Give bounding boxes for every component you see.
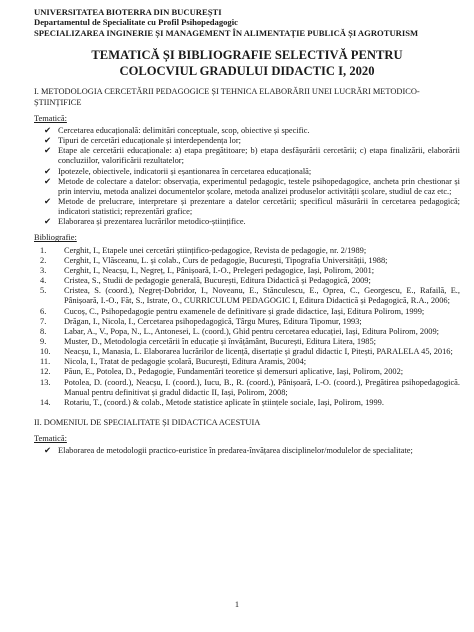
bibliography-entry-text: Nicola, I., Tratat de pedagogie școlară, București, Editura Aramis, 2004; — [64, 357, 307, 367]
bibliography-entry — [40, 337, 460, 347]
section-1-tematica-label: Tematică: — [34, 113, 67, 123]
checkmark-bullet-icon: ✔ — [44, 166, 52, 176]
tematica-item-text: Cercetarea educațională: delimitări conceptuale, scop, obiective și specific. — [58, 125, 310, 135]
bibliography-entry-number: 5. — [40, 286, 47, 296]
tematica-item-text: Metode de prelucrare, interpretare și prezentare a datelor cercetării; specificul măsurării în cercetarea pedagogică; indicatori statistici; reprezentări grafice; — [58, 196, 460, 217]
bibliography-entry-text: Neacșu, I., Manasia, L. Elaborarea lucrărilor de licență, disertație și gradul didactic I, Pitești, PARALELA 45, 2016; — [64, 347, 453, 357]
bibliography-entry-number: 6. — [40, 306, 47, 316]
bibliography-entry — [40, 398, 460, 408]
bibliography-entry-number: 10. — [40, 347, 51, 357]
section-2-tematica-list — [34, 446, 460, 456]
bibliography-entry-text: Cerghit, I., Vlăsceanu, L. și colab., Curs de pedagogie, București, Tipografia Universității, 1988; — [64, 255, 388, 265]
bibliography-entry — [40, 327, 460, 337]
bibliography-entry-number: 1. — [40, 245, 47, 255]
bibliography-entry-number: 2. — [40, 255, 47, 265]
bibliography-entry-number: 13. — [40, 377, 51, 387]
tematica-item — [44, 177, 460, 197]
section-2-tematica-label: Tematică: — [34, 434, 67, 444]
bibliography-entry — [40, 357, 460, 367]
tematica-item-text: Metode de colectare a datelor: observația, experimentul pedagogic, testele psihopedagogice, ancheta prin chestionar și prin interviu, metoda analizei documentelor școlare, metoda analizei produselor activității școlare, studiul de caz etc.; — [58, 176, 460, 196]
bibliography-entry-number: 8. — [40, 326, 47, 336]
bibliography-entry — [40, 347, 460, 357]
section-1-bibliografie-label: Bibliografie: — [34, 233, 77, 243]
tematica-item-text: Etape ale cercetării educaționale: a) etapa pregătitoare; b) etapa desfășurării cercetării; c) etapa finalizării, elaborării concluziilor, valorificării rezultatelor; — [58, 146, 460, 166]
specialization-name: SPECIALIZAREA INGINERIE ȘI MANAGEMENT ÎN ALIMENTAȚIE PUBLICĂ ȘI AGROTURISM — [34, 27, 419, 38]
section-1-heading: I. METODOLOGIA CERCETĂRII PEDAGOGICE ȘI TEHNICA ELABORĂRII UNEI LUCRĂRI METODICO-ȘTIINȚIFICE — [34, 87, 420, 107]
bibliography-entry-text: Cristea, S., Studii de pedagogie generală, București, Editura Didactică și Pedagogică, 2009; — [64, 276, 371, 286]
checkmark-bullet-icon: ✔ — [44, 136, 52, 146]
title-line-1: TEMATICĂ ȘI BIBLIOGRAFIE SELECTIVĂ PENTRU — [91, 47, 403, 62]
university-name: UNIVERSITATEA BIOTERRA DIN BUCUREȘTI — [34, 7, 222, 17]
bibliography-entry-text: Muster, D., Metodologia cercetării în educație și învățământ, București, Editura Litera, 1985; — [64, 337, 377, 346]
section-1-tematica-list — [34, 126, 460, 228]
bibliography-entry-number: 7. — [40, 316, 47, 326]
bibliography-entry-number: 3. — [40, 265, 47, 275]
section-1-bibliografie-list — [34, 246, 460, 409]
tematica-item — [44, 217, 460, 227]
department-name: Departamentul de Specialitate cu Profil Psihopedagogic — [34, 17, 238, 28]
bibliography-entry-number: 9. — [40, 337, 47, 346]
bibliography-entry-text: Labar, A., V., Popa, N., L., Antonesei, L. (coord.), Ghid pentru cercetarea educației, Iași, Editura Polirom, 2009; — [64, 326, 439, 336]
document-title — [34, 48, 460, 79]
title-line-2: COLOCVIUL GRADULUI DIDACTIC I, 2020 — [119, 63, 375, 78]
bibliography-entry-text: Cristea, S. (coord.), Negreț-Dobridor, I., Noveanu, E., Stănculescu, E., Oprea, C., Georgescu, E., Rafailă, E., Pânișoară, I.-O., Făt, S., Istrate, O., CURRICULUM PEDAGOGIC I, Editura Didactică și Pedagogică, R.A., 2006; — [64, 286, 460, 306]
tematica-item — [44, 126, 460, 136]
checkmark-bullet-icon: ✔ — [44, 176, 52, 186]
bibliography-entry-text: Potolea, D. (coord.), Neacșu, I. (coord.), Iucu, B., R. (coord.), Pânișoară, I.-O. (coord.), Pregătirea psihopedagogică. Manual pentru definitivat și gradul didactic II, Iași, Polirom, 2008; — [64, 377, 460, 397]
bibliography-entry — [40, 307, 460, 317]
tematica-item — [44, 136, 460, 146]
bibliography-entry — [40, 317, 460, 327]
bibliography-entry-number: 4. — [40, 276, 47, 286]
bibliography-entry-text: Cucoș, C., Psihopedagogie pentru examenele de definitivare și grade didactice, Iași, Editura Polirom, 1999; — [64, 306, 425, 316]
tematica-item-text: Tipuri de cercetări educaționale și interdependența lor; — [58, 136, 241, 146]
bibliography-entry-text: Păun, E., Potolea, D., Pedagogie, Fundamentări teoretice și demersuri aplicative, Iași, Polirom, 2002; — [64, 367, 404, 377]
bibliography-entry — [40, 256, 460, 266]
page-number: 1 — [234, 599, 240, 609]
tematica-item — [44, 146, 460, 166]
checkmark-bullet-icon: ✔ — [44, 125, 52, 135]
bibliography-entry — [40, 378, 460, 398]
bibliography-entry — [40, 276, 460, 286]
checkmark-bullet-icon: ✔ — [44, 146, 52, 156]
bibliography-entry-number: 12. — [40, 367, 51, 377]
bibliography-entry-text: Cerghit, I., Neacșu, I., Negreț, I., Pânișoară, I.-O., Prelegeri pedagogice, Iași, Polirom, 2001; — [64, 265, 375, 275]
bibliography-entry — [40, 246, 460, 256]
bibliography-entry — [40, 286, 460, 306]
section-2-heading: II. DOMENIUL DE SPECIALITATE ȘI DIDACTICA ACESTUIA — [34, 418, 261, 428]
bibliography-entry-text: Cerghit, I., Etapele unei cercetări științifico-pedagogice, Revista de pedagogie, nr. 2/1989; — [64, 245, 367, 255]
bibliography-entry — [40, 266, 460, 276]
tematica-item-text: Elaborarea de metodologii practico-euristice în predarea-învățarea disciplinelor/modulelor de specialitate; — [58, 446, 413, 456]
bibliography-entry-number: 11. — [40, 357, 51, 367]
bibliography-entry-number: 14. — [40, 397, 51, 407]
checkmark-bullet-icon: ✔ — [44, 217, 52, 227]
bibliography-entry — [40, 367, 460, 377]
tematica-item-text: Ipotezele, obiectivele, indicatorii și eșantionarea în cercetarea educațională; — [58, 166, 312, 176]
tematica-item-text: Elaborarea și prezentarea lucrărilor metodico-științifice. — [58, 217, 246, 227]
tematica-item — [44, 446, 460, 456]
tematica-item — [44, 197, 460, 217]
tematica-item — [44, 167, 460, 177]
bibliography-entry-text: Drăgan, I., Nicola, I., Cercetarea psihopedagogică, Târgu Mureș, Editura Tipomur, 1993; — [64, 316, 362, 326]
bibliography-entry-text: Rotariu, T., (coord.) & colab., Metode statistice aplicate în științele sociale, Iași, Polirom, 1999. — [64, 397, 384, 407]
checkmark-bullet-icon: ✔ — [44, 446, 52, 456]
checkmark-bullet-icon: ✔ — [44, 196, 52, 206]
